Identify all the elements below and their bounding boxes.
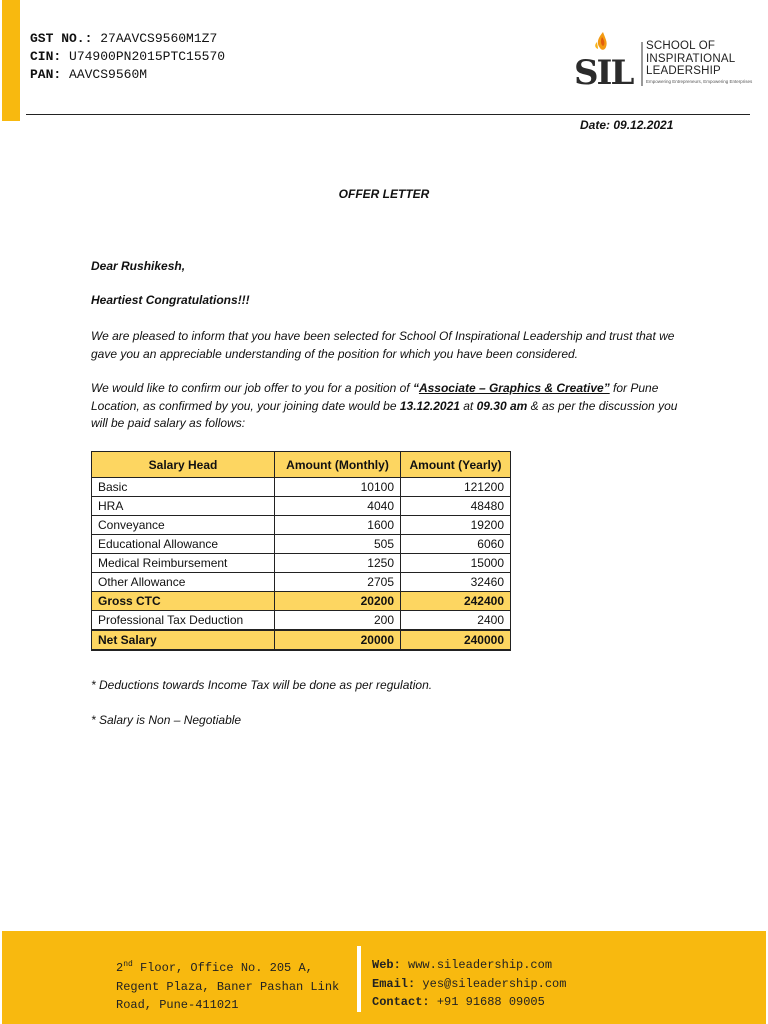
cin-row: CIN: U74900PN2015PTC15570 (30, 49, 226, 64)
pan-value: AAVCS9560M (69, 67, 148, 82)
table-row: Conveyance 1600 19200 (92, 516, 511, 535)
gst-value: 27AAVCS9560M1Z7 (100, 31, 218, 46)
table-row: Educational Allowance 505 6060 (92, 535, 511, 554)
paragraph-offer: We would like to confirm our job offer to you for a position of “Associate – Graphics & Creative” for Pune Location, as confirmed by you, your joining date would be 13.12.2021 at 09.30 am & as per the discussion you will be paid salary as follows: (91, 381, 678, 430)
column-header: Amount (Yearly) (401, 452, 511, 478)
letter-date: Date: 09.12.2021 (580, 118, 674, 132)
gst-row: GST NO.: 27AAVCS9560M1Z7 (30, 31, 218, 46)
email-link[interactable]: yes@sileadership.com (422, 976, 567, 991)
negotiable-note: * Salary is Non – Negotiable (91, 713, 242, 727)
paragraph-selection: We are pleased to inform that you have been selected for School Of Inspirational Leadership and trust that we gave you an appreciable understanding of the position for which you have been considered. (91, 329, 675, 361)
footer-contact: Web: www.sileadership.com Email: yes@sileadership.com Contact: +91 91688 09005 (372, 958, 567, 1009)
column-header: Amount (Monthly) (275, 452, 401, 478)
table-row: Basic 10100 121200 (92, 478, 511, 497)
web-link[interactable]: www.sileadership.com (408, 958, 553, 972)
table-header-row (92, 452, 511, 478)
salutation: Dear Rushikesh, (91, 259, 186, 273)
gross-ctc-row: Gross CTC 20200 242400 (92, 592, 511, 611)
svg-text:SIL: SIL (574, 53, 633, 90)
net-salary-row: Net Salary 20000 240000 (92, 630, 511, 650)
table-row: HRA 4040 48480 (92, 497, 511, 516)
company-ids (30, 30, 225, 84)
phone-number: +91 91688 09005 (436, 995, 545, 1009)
table-row: Medical Reimbursement 1250 15000 (92, 554, 511, 573)
column-header: Salary Head (92, 452, 275, 478)
position-title: Associate – Graphics & Creative” (418, 381, 610, 395)
table-row: Professional Tax Deduction 200 2400 (92, 611, 511, 631)
footer-address: 2nd Floor, Office No. 205 A, Regent Plaza, Baner Pashan Link Road, Pune-411021 (116, 960, 340, 1012)
congratulations: Heartiest Congratulations!!! (91, 293, 250, 307)
header-rule (26, 114, 750, 115)
logo-school-name: SCHOOL OF INSPIRATIONAL LEADERSHIP (646, 40, 736, 77)
tax-note: * Deductions towards Income Tax will be done as per regulation. (91, 678, 433, 692)
document-title: OFFER LETTER (338, 187, 430, 201)
joining-time: 09.30 am (476, 398, 528, 413)
table-row: Other Allowance 2705 32460 (92, 573, 511, 592)
cin-value: U74900PN2015PTC15570 (69, 49, 226, 64)
footer-divider (357, 946, 361, 1012)
pan-row: PAN: AAVCS9560M (30, 67, 148, 82)
salary-table (91, 451, 511, 651)
joining-date: 13.12.2021 (399, 398, 460, 413)
left-accent-bar (2, 0, 20, 121)
logo-tagline: Empowering Entrepreneurs, Empowering Enterprises (646, 79, 753, 84)
